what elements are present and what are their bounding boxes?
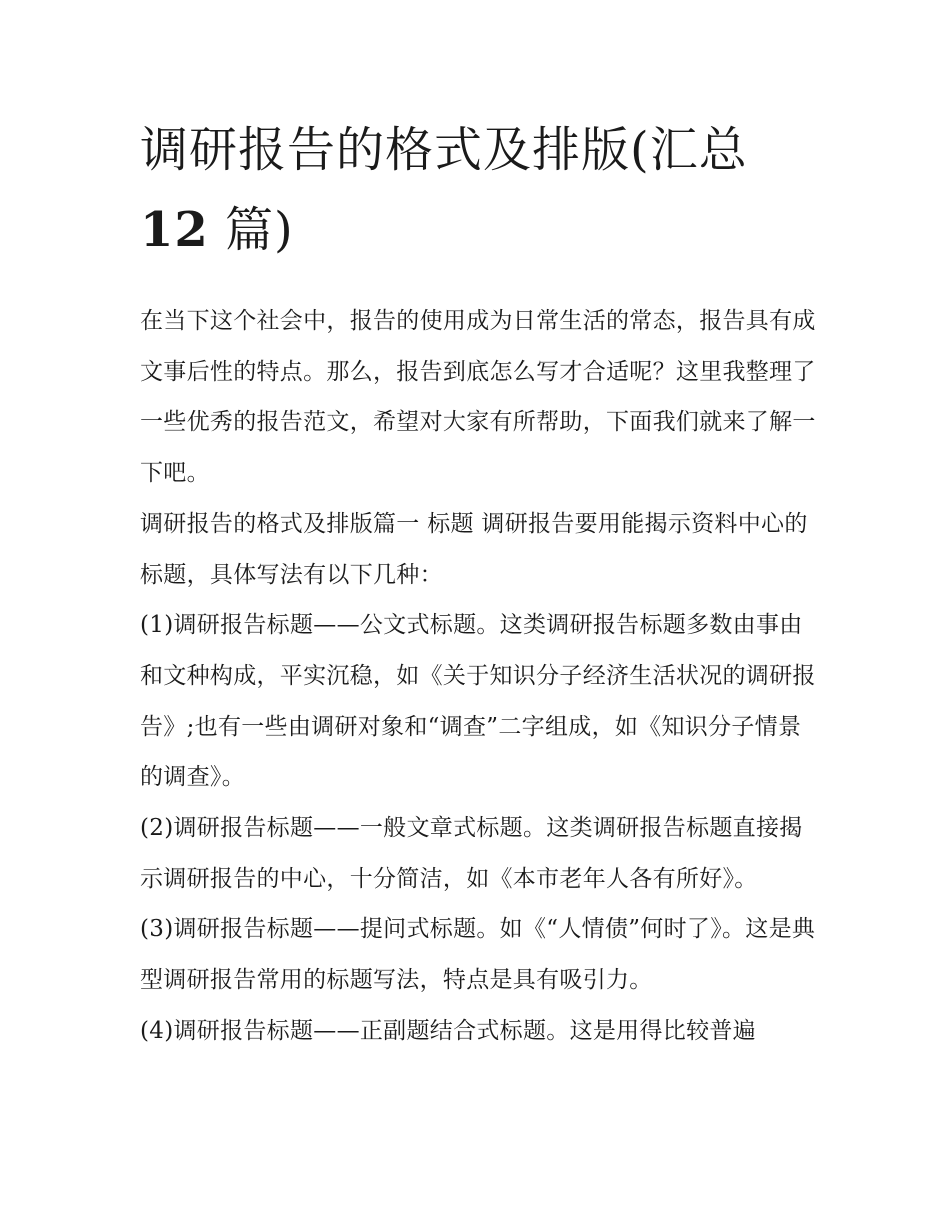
title-type-2-paragraph: (2)调研报告标题——一般文章式标题。这类调研报告标题直接揭示调研报告的中心，十分简洁，如《本市老年人各有所好》。 bbox=[140, 815, 803, 892]
title-type-3-paragraph: (3)调研报告标题——提问式标题。如《“人情债”何时了》。这是典型调研报告常用的标题写法，特点是具有吸引力。 bbox=[140, 916, 816, 994]
title-number: 12 bbox=[140, 202, 209, 258]
title-line-2: 篇) bbox=[208, 202, 294, 258]
document-page bbox=[140, 110, 820, 1057]
title-type-1-paragraph: (1)调研报告标题——公文式标题。这类调研报告标题多数由事由和文种构成，平实沉稳，如《关于知识分子经济生活状况的调研报告》;也有一些由调研对象和“调查”二字组成，如《知识分子情景的调查》。 bbox=[140, 612, 816, 791]
document-title bbox=[140, 110, 820, 270]
title-type-4-paragraph: (4)调研报告标题——正副题结合式标题。这是用得比较普遍 bbox=[140, 1017, 756, 1044]
section-heading-paragraph: 调研报告的格式及排版篇一 标题 调研报告要用能揭示资料中心的标题，具体写法有以下几种： bbox=[140, 510, 808, 588]
title-line-1: 调研报告的格式及排版(汇总 bbox=[140, 122, 748, 178]
intro-paragraph: 在当下这个社会中，报告的使用成为日常生活的常态，报告具有成文事后性的特点。那么，报告到底怎么写才合适呢？这里我整理了一些优秀的报告范文，希望对大家有所帮助，下面我们就来了解一下吧。 bbox=[140, 308, 816, 487]
